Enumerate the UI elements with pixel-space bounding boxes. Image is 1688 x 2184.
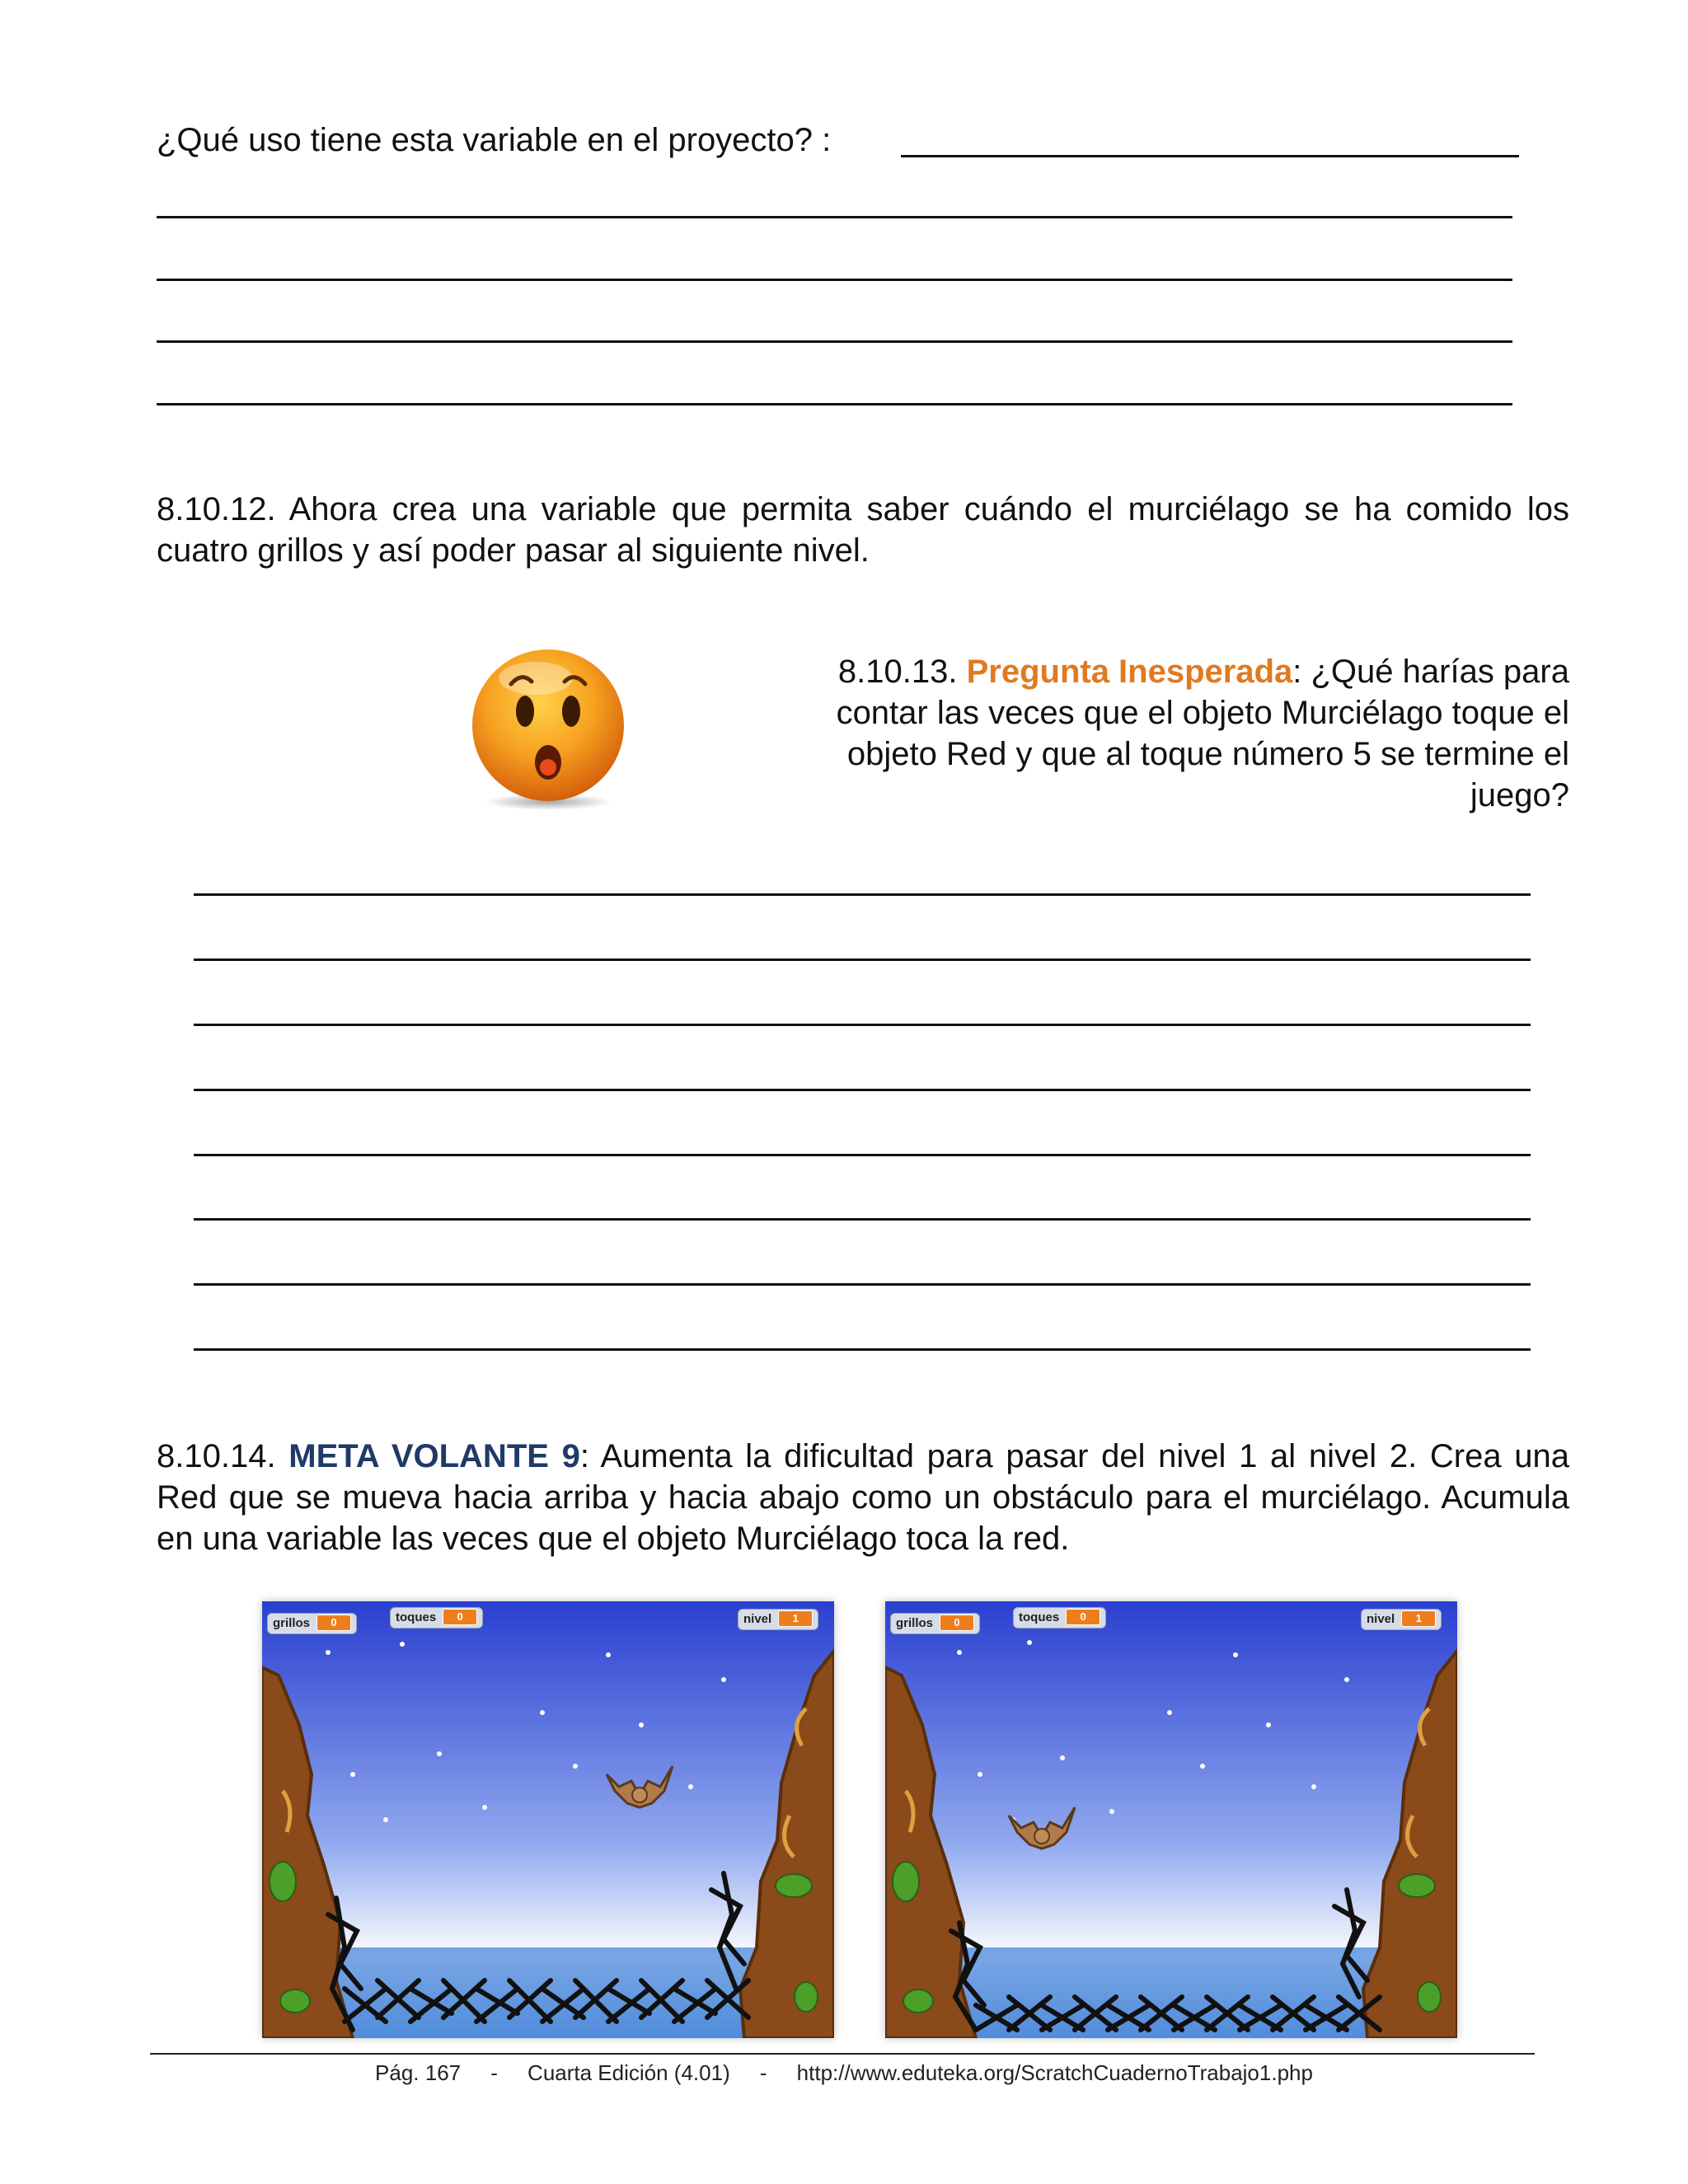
variable-value: 1	[778, 1610, 813, 1627]
page-footer	[0, 2060, 1688, 2086]
variable-label: nivel	[1367, 1612, 1395, 1626]
variable-monitor-grillos	[267, 1613, 357, 1634]
answer-line[interactable]	[194, 893, 1531, 896]
variable-label: nivel	[743, 1612, 772, 1626]
variable-monitor-nivel	[738, 1609, 818, 1630]
item-text: : ¿Qué harías para contar las veces que el objeto Murciélago toque el objeto Red y que al toque número 5 se termine el juego?	[836, 654, 1569, 813]
footer-separator: -	[490, 2060, 498, 2085]
variable-value: 0	[940, 1615, 974, 1631]
footer-divider	[150, 2053, 1535, 2055]
answer-line[interactable]	[194, 1024, 1531, 1026]
edition-label: Cuarta Edición (4.01)	[528, 2060, 730, 2085]
variable-monitor-grillos	[890, 1613, 980, 1634]
item-8-10-13	[767, 651, 1569, 816]
answer-line[interactable]	[157, 340, 1512, 343]
variable-label: toques	[1019, 1610, 1060, 1624]
answer-line[interactable]	[157, 279, 1512, 281]
highlight-meta-volante: META VOLANTE 9	[288, 1438, 580, 1474]
item-8-10-14	[157, 1436, 1569, 1559]
item-number: 8.10.14.	[157, 1438, 276, 1474]
item-text: : Aumenta la dificultad para pasar del nivel 1 al nivel 2. Crea una Red que se mueva hacia arriba y hacia abajo como un obstáculo para el murciélago. Acumula en una variable las veces que el objeto Murciélago toca la red.	[157, 1438, 1569, 1557]
answer-line[interactable]	[157, 216, 1512, 218]
variable-monitor-nivel	[1361, 1609, 1442, 1630]
variable-label: toques	[396, 1610, 437, 1624]
answer-line[interactable]	[194, 1089, 1531, 1091]
highlight-pregunta-inesperada: Pregunta Inesperada	[966, 654, 1293, 690]
answer-line[interactable]	[194, 1218, 1531, 1221]
variable-monitor-toques	[1013, 1607, 1106, 1629]
page-number: Pág. 167	[375, 2060, 462, 2085]
answer-line[interactable]	[194, 1348, 1531, 1351]
variable-question: ¿Qué uso tiene esta variable en el proyecto? :	[157, 122, 832, 158]
variable-label: grillos	[273, 1616, 311, 1630]
scratch-stage-screenshot-1	[262, 1601, 834, 2038]
variable-value: 0	[316, 1615, 351, 1631]
variable-label: grillos	[896, 1616, 934, 1630]
variable-monitor-toques	[390, 1607, 483, 1629]
item-8-10-12: 8.10.12. Ahora crea una variable que permita saber cuándo el murciélago se ha comido los cuatro grillos y así poder pasar al siguiente nivel.	[157, 491, 1569, 569]
answer-line[interactable]	[194, 1283, 1531, 1286]
source-url-link[interactable]: http://www.eduteka.org/ScratchCuadernoTrabajo1.php	[796, 2060, 1313, 2085]
answer-line[interactable]	[157, 403, 1512, 405]
answer-line[interactable]	[194, 958, 1531, 961]
variable-value: 0	[1066, 1609, 1100, 1625]
surprised-face-icon	[466, 647, 631, 812]
answer-line[interactable]	[901, 155, 1519, 157]
scratch-stage-screenshot-2	[885, 1601, 1457, 2038]
variable-value: 1	[1401, 1610, 1436, 1627]
variable-value: 0	[443, 1609, 477, 1625]
footer-separator: -	[759, 2060, 767, 2085]
item-number: 8.10.13.	[837, 654, 958, 690]
answer-line[interactable]	[194, 1154, 1531, 1156]
